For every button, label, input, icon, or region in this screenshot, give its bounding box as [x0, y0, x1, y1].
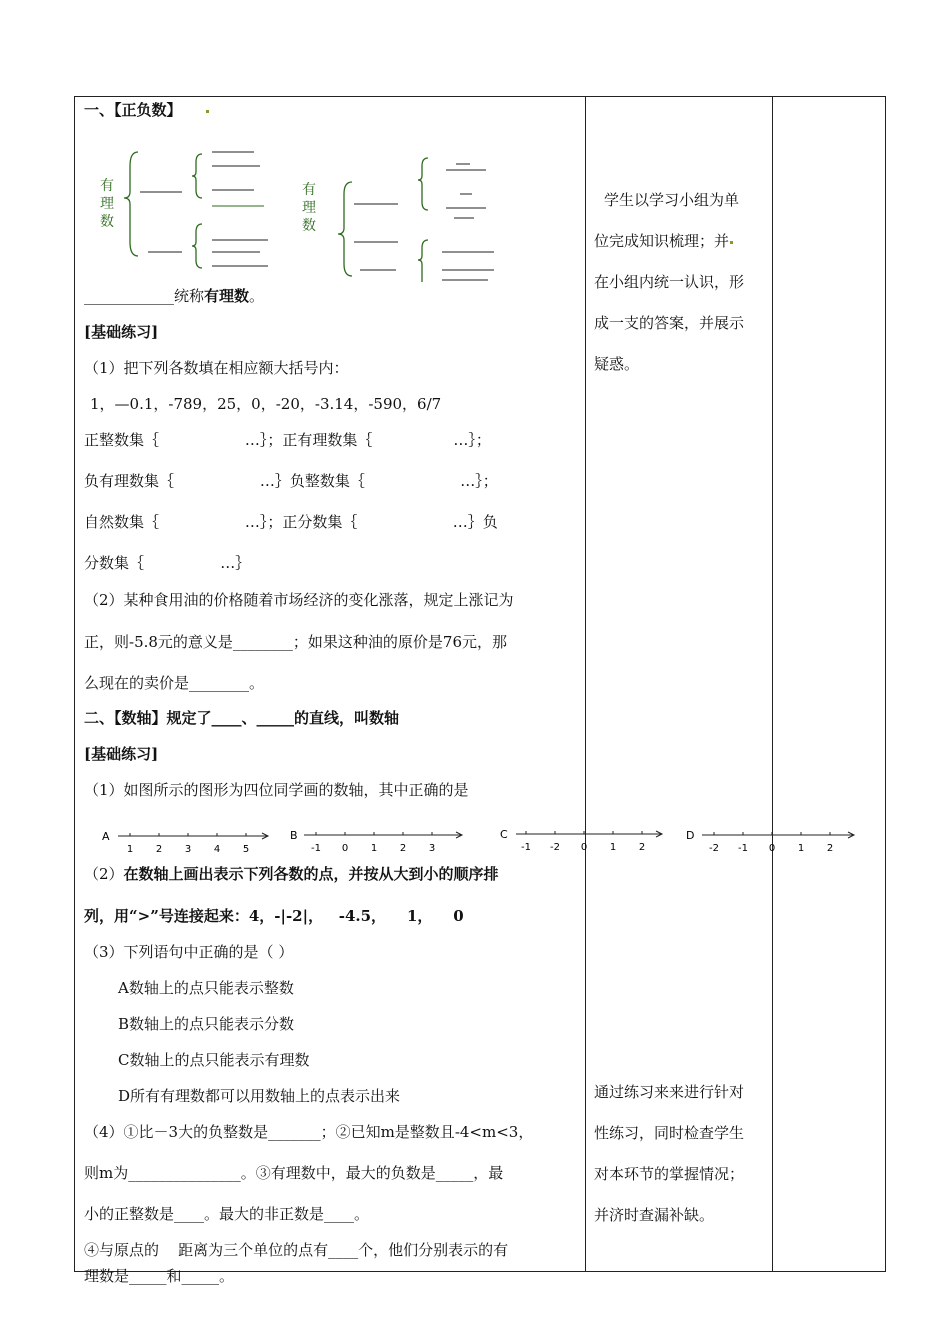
- number-line-tick-label: 5: [242, 844, 250, 855]
- number-line-tick-label: 0: [768, 843, 776, 854]
- rational-vertical-label-1: 有: [100, 178, 114, 194]
- practice1-heading: [基础练习]: [84, 323, 159, 341]
- svg-text:有: 有: [302, 182, 316, 198]
- number-line-tick-label: 0: [580, 842, 588, 853]
- set-line-c: 自然数集｛ …｝；正分数集｛ …｝负: [84, 513, 498, 531]
- svg-text:数: 数: [100, 214, 114, 230]
- practice2-q1: （1）如图所示的图形为四位同学画的数轴，其中正确的是: [84, 781, 469, 799]
- practice2-q4-d: ④与原点的 距离为三个单位的点有____个，他们分别表示的有: [84, 1241, 509, 1259]
- section1-heading: 一、【正负数】: [84, 100, 209, 120]
- number-line-tick-label: 1: [609, 842, 617, 853]
- practice1-numbers: 1，—0.1，-789，25，0，-20，-3.14，-590，6/7: [90, 395, 442, 413]
- number-line-tick-label: 1: [126, 844, 134, 855]
- practice2-q3: （3）下列语句中正确的是（ ）: [84, 943, 294, 961]
- number-lines: [96, 822, 866, 862]
- column-divider-2: [772, 97, 773, 1271]
- number-line-tick-label: 1: [370, 843, 378, 854]
- number-line-label: D: [686, 829, 695, 842]
- practice1-q1: （1）把下列各数填在相应额大括号内：: [84, 359, 349, 377]
- number-line-label: C: [500, 828, 508, 841]
- svg-text:数: 数: [302, 218, 316, 234]
- number-line-tick-label: -1: [311, 843, 321, 854]
- number-line-tick-label: 1: [797, 843, 805, 854]
- number-line-tick-label: -2: [709, 843, 719, 854]
- number-line-tick-label: 4: [213, 844, 221, 855]
- option-c: C数轴上的点只能表示有理数: [118, 1051, 310, 1069]
- option-b: B数轴上的点只能表示分数: [118, 1015, 295, 1033]
- number-line-tick-label: 3: [428, 843, 436, 854]
- number-line-tick-label: 0: [341, 843, 349, 854]
- number-line-tick-label: 2: [826, 843, 834, 854]
- number-line-tick-label: 3: [184, 844, 192, 855]
- practice2-heading: [基础练习]: [84, 745, 159, 763]
- number-line-tick-label: -1: [738, 843, 748, 854]
- number-line-tick-label: 2: [638, 842, 646, 853]
- practice1-q2-c: 么现在的卖价是________。: [84, 674, 265, 692]
- number-line-tick-label: 2: [155, 844, 163, 855]
- option-a: A数轴上的点只能表示整数: [118, 979, 294, 997]
- section2-heading: 二、【数轴】规定了____、_____的直线，叫数轴: [84, 709, 400, 727]
- number-line-tick-label: -2: [550, 842, 560, 853]
- number-line-tick-label: -1: [521, 842, 531, 853]
- side-note-2: 通过练习来来进行针对 性练习，同时检查学生 对本环节的掌握情况； 并济时查漏补缺。: [594, 1083, 745, 1224]
- number-line-label: B: [290, 829, 298, 842]
- number-line-label: A: [102, 830, 110, 843]
- practice2-q4-e: 理数是_____和_____。: [84, 1267, 235, 1285]
- set-line-a: 正整数集｛ …｝；正有理数集｛ …｝；: [84, 431, 491, 449]
- collective-line: ____________统称有理数。: [84, 287, 265, 305]
- practice1-q2-a: （2）某种食用油的价格随着市场经济的变化涨落，规定上涨记为: [84, 591, 514, 609]
- practice2-q4-c: 小的正整数是____。最大的非正数是____。: [84, 1205, 370, 1223]
- set-line-d: 分数集｛ …｝: [84, 554, 251, 572]
- side-note-1: 学生以学习小组为单 位完成知识梳理；并 在小组内统一认识，形 成一支的答案，并展示 疑惑。: [594, 191, 745, 373]
- number-line-tick-label: 2: [399, 843, 407, 854]
- svg-text:理: 理: [100, 196, 114, 212]
- practice1-q2-b: 正，则-5.8元的意义是________；如果这种油的原价是76元，那: [84, 633, 508, 651]
- set-line-b: 负有理数集｛ …｝负整数集｛ …｝；: [84, 472, 498, 490]
- column-divider-1: [585, 97, 586, 1271]
- practice2-q2: （2）在数轴上画出表示下列各数的点，并按从大到小的顺序排: [84, 865, 499, 883]
- svg-text:理: 理: [302, 200, 316, 216]
- practice2-q2-line2: 列，用“>”号连接起来：4，-|-2|， -4.5， 1， 0: [84, 907, 464, 925]
- rational-classification-diagram: [90, 146, 510, 282]
- option-d: D所有有理数都可以用数轴上的点表示出来: [118, 1087, 401, 1105]
- practice2-q4-a: （4）①比－3大的负整数是_______；②已知m是整数且-4<m<3，: [84, 1123, 534, 1141]
- practice2-q4-b: 则m为_______________。③有理数中，最大的负数是_____，最: [84, 1164, 504, 1182]
